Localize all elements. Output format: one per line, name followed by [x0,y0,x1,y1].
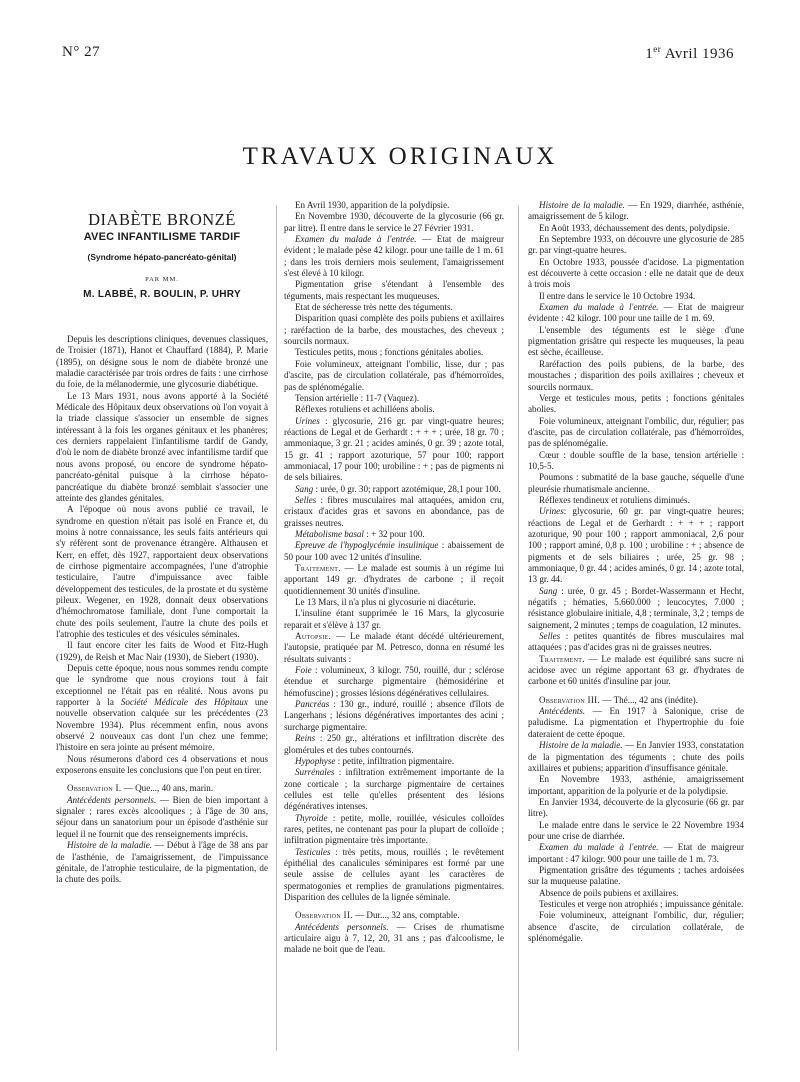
section-title: TRAVAUX ORIGINAUX [242,142,558,170]
paragraph: Foie volumineux, atteignant l'ombilic, dur, régulier; pas d'ascite, pas de circulation collatérale, pas d'hémorroïdes, pas de splénomégalie. [528,415,744,449]
paragraph: Selles : petites quantités de fibres musculaires mal attaquées ; pas d'acides gras ni de graisses neutres. [528,631,744,653]
paragraph: Pancréas : 130 gr., induré, rouillé ; absence d'îlots de Langerhans ; lésions dégénératives importantes des acini ; surcharge pigmentaire. [284,699,504,732]
paragraph: Examen du malade à l'entrée. — Etat de maigreur évidente : 42 kilogr. 100 pour une taille de 1 m. 69. [528,302,744,324]
article-subtitle: AVEC INFANTILISME TARDIF [83,231,241,243]
paragraph: Depuis les descriptions cliniques, devenues classiques, de Troisier (1871), Hanot et Chauffard (1884), P. Marie (1895), on désigne sous le nom de diabète bronzé une maladie caractérisée par trois ordres de faits : une cirrhose du foie, de la mélanodermie, une glycosurie diabétique. [56,334,268,390]
paragraph: Métabolisme basal : + 32 pour 100. [295,528,425,539]
paragraph: Cœur : double souffle de la base, tension artérielle : 10,5-5. [528,449,744,471]
paragraph: Foie volumineux, atteignant l'ombilic, lisse, dur ; pas d'ascite, pas de circulation collatérale, pas d'hémorroïdes, pas de splénomégalie. [284,358,504,392]
article-authors: M. LABBÉ, R. BOULIN, P. UHRY [83,288,241,300]
paragraph: Il entre dans le service le 10 Octobre 1934. [539,290,696,301]
paragraph: Le 13 Mars, il n'a plus ni glycosurie ni diacéturie. [295,597,476,608]
paragraph: Selles : fibres musculaires mal attaquées, amidon cru, cristaux d'acides gras et savons en abondance, pas de graisses neutres. [284,494,504,528]
paragraph: A l'époque où nous avons publié ce travail, le syndrome en question n'était pas isolé en France et, du moins à notre connaissance, les seuls faits antérieurs qui s'y réfèrent sont de provenance étrangère. Althausen et Kerr, en effet, dès 1927, rapportaient deux observations de cirrhose pigmentaire accompagnées, l'une d'atrophie testiculaire, l'autre d'impuissance avec faible développement des testicules, de la prostate et du système pileux. Wegener, en 1928, donnait deux observations d'hémochromatose familiale, dont l'une comportait la chute des poils seulement, l'autre la chute des poils et l'atrophie des testicules et des vésicules séminales. [56,504,268,639]
paragraph: En Novembre 1933, asthénie, amaigrissement important, apparition de la polyurie et de la polydipsie. [528,774,744,796]
paragraph: Traitement. — Le malade est soumis à un régime lui apportant 149 gr. d'hydrates de carbone ; il reçoit quotidiennement 30 unités d'insuline. [284,563,504,596]
paragraph: Etat de sécheresse très nette des téguments. [295,302,453,313]
article-header [56,209,268,300]
paragraph: Sang : urée, 0 gr. 45 ; Bordet-Wassermann et Hecht, négatifs ; hématies, 5.660.000 ; leucocytes, 7.000 ; résistance globulaire initiale, 4,8 ; terminale, 3,2 ; temps de saignement, 2 minutes ; temps de coagulation, 12 minutes. [528,585,744,630]
paragraph: Sang : urée, 0 gr. 30; rapport azotémique, 28,1 pour 100. [295,483,501,494]
paragraph: Epreuve de l'hypoglycémie insulinique : abaissement de 50 pour 100 avec 12 unités d'insuline. [284,540,504,562]
paragraph: Reins : 250 gr., altérations et infiltration discrète des glomérules et des tubes contournés. [284,733,504,755]
paragraph: Réflexes rotuliens et achilléens abolis. [295,404,435,415]
paragraph: Antécédents. — En 1917 à Salonique, crise de paludisme. La pigmentation et l'hypertrophie du foie dateraient de cette époque. [528,706,744,739]
paragraph: Le malade entre dans le service le 22 Novembre 1934 pour une crise de diarrhée. [528,819,744,841]
paragraph: Foie : volumineux, 3 kilogr. 750, rouillé, dur ; sclérose étendue et surcharge pigmentaire (hémosidérine et hémofuscine) ; grosses lésions dégénératives cellulaires. [284,665,504,698]
paragraph: Urines: glycosurie, 60 gr. par vingt-quatre heures; réactions de Legal et de Gerhardt : + + + ; rapport azoturique, 90 pour 100 ; rapport ammoniacal, 2,6 pour 100 ; rapport aminé, 0,8 p. 100 ; urobiline : + ; absence de pigments et de sels biliaires ; urée, 25 gr. 98 ; ammoniaque, 0 gr. 44 ; acides aminés, 0 gr. 14 ; azote total, 13 gr. 44. [528,506,744,585]
paragraph: L'ensemble des téguments est le siège d'une pigmentation grisâtre qui respecte les muqueuses, la peau est sèche, écailleuse. [528,324,744,358]
paragraph: En Avril 1930, apparition de la polydipsie. [295,200,450,210]
paragraph: Examen du malade à l'entrée. — Etat de maigreur important : 47 kilogr. 900 pour une taille de 1 m. 73. [528,842,744,864]
column-2 [284,200,504,956]
paragraph: Raréfaction des poils pubiens, de la barbe, des moustaches ; disparition des poils axillaires ; cheveux et sourcils normaux. [528,358,744,392]
paragraph: Thyroïde : petite, molle, rouillée, vésicules colloïdes rares, petites, ne contenant pas pour la plupart de colloïde ; infiltration pigmentaire très importante. [284,812,504,846]
paragraph: En Janvier 1934, découverte de la glycosurie (66 gr. par litre). [528,796,744,819]
paragraph: Nous résumerons d'abord ces 4 observations et nous exposerons ensuite les conclusions que l'on peut en tirer. [56,753,268,776]
paragraph: Histoire de la maladie. — En Janvier 1933, constatation de la pigmentation des téguments ; chute des poils axillaires et pubiens; apparition d'insuffisance génitale. [528,740,744,773]
paragraph: Verge et testicules mous, petits ; fonctions génitales abolies. [528,392,744,415]
paragraph: Testicules petits, mous ; fonctions génitales abolies. [295,347,484,358]
paragraph: L'insuline étant supprimée le 16 Mars, la glycosurie reparait et s'élève à 137 gr. [284,608,504,630]
paragraph: Tension artérielle : 11-7 (Vaquez). [295,392,420,403]
paragraph: Pigmentation grisâtre des téguments ; taches ardoisées sur la muqueuse palatine. [528,864,744,887]
paragraph: Histoire de la maladie. — En 1929, diarrhée, asthénie, amaigrissement de 5 kilogr. [528,200,744,222]
column-3 [528,200,744,944]
paragraph: Antécédents personnels. — Crises de rhumatisme articulaire aigu à 7, 12, 20, 31 ans ; pas d'alcoolisme, le malade ne boit que de l'eau. [284,921,504,955]
paragraph: Poumons : submatité de la base gauche, séquelle d'une pleurésie rhumatismale ancienne. [528,472,744,494]
paragraph: En Septembre 1933, on découvre une glycosurie de 285 gr. par vingt-quatre heures. [528,234,744,256]
paragraph: Foie volumineux, atteignant l'ombilic, dur, régulier; absence d'ascite, de circulation collatérale, de splénomégalie. [528,910,744,943]
paragraph: Pigmentation grise s'étendant à l'ensemble des téguments, mais respectant les muqueuses. [284,279,504,301]
page-number: N° 27 [62,44,101,60]
paragraph: Histoire de la maladie. — Début à l'âge de 38 ans par de l'asthénie, de l'amaigrissement, de l'impuissance génitale, de l'atrophie testiculaire, de la pigmentation, de la chute des poils. [56,840,268,885]
paragraph: Antécédents personnels. — Bien de bien important à signaler ; rares excès alcooliques ; à l'âge de 30 ans, séjour dans un sanatorium pour un épisode d'asthénie sur lequel il ne fournit que des renseignements imprécis. [56,794,268,839]
article-par: PAR MM. [145,276,179,284]
paragraph: Il faut encore citer les faits de Wood et Fitz-Hugh (1929), de Reish et Mac Nair (1930), de Siebert (1930). [56,640,268,662]
column-1 [56,200,268,886]
paragraph: Testicules : très petits, mous, rouillés ; le revêtement épithélial des canalicules séminipares est formé par une seule assise de cellules ayant les caractères de spermatogonies et remplies de granulations pigmentaires. Disparition des cellules de la lignée séminale. [284,846,504,902]
paragraph: Hypophyse : petite, infiltration pigmentaire. [295,755,455,766]
observation-heading: Observation III. — Thé..., 42 ans (inédite). [539,694,698,705]
article-title: DIABÈTE BRONZÉ [88,210,236,229]
article-syndrome: (Syndrome hépato-pancréato-génital) [87,252,237,262]
paragraph: Urines : glycosurie, 216 gr. par vingt-quatre heures; réactions de Legal et de Gerhardt : + + + ; urée, 18 gr. 70 ; ammoniaque, 3 gr. 21 ; acides aminés, 0 gr. 39 ; azote total, 15 gr. 41 ; rapport azoturique, 57 pour 100; rapport ammoniacal, 17 pour 100; urobiline : + ; pas de pigments ni de sels biliaires. [284,415,504,483]
paragraph: Absence de poils pubiens et axillaires. [539,887,679,898]
paragraph: Autopsie. — Le malade étant décédé ultérieurement, l'autopsie, pratiquée par M. Petresco, donna en résumé les résultats suivants : [284,631,504,664]
paragraph: Testicules et verge non atrophiés ; impuissance génitale. [539,898,744,909]
paragraph: En Octobre 1933, poussée d'acidose. La pigmentation est découverte à cette occasion : elle ne datait que de deux à trois mois [528,256,744,290]
paragraph: Examen du malade à l'entrée. — Etat de maigreur évident ; le malade pèse 42 kilogr. pour une taille de 1 m. 61 ; dans les trois derniers mois seulement, l'amaigrissement s'est élevé à 10 kilogr. [284,234,504,279]
paragraph: En Août 1933, déchaussement des dents, polydipsie. [539,222,730,233]
paragraph: Traitement. — Le malade est équilibré sans sucre ni acidose avec un régime apportant 63 gr. d'hydrates de carbone et 60 unités d'insuline par jour. [528,653,744,687]
issue-date: 1er Avril 1936 [645,44,734,62]
observation-heading: Observation II. — Dur..., 32 ans, comptable. [295,910,460,921]
paragraph: Le 13 Mars 1931, nous avons apporté à la Société Médicale des Hôpitaux deux observations où l'on voyait à la triade classique s'associer un ensemble de signes intéressant à la fois les organes génitaux et les phanères; ces derniers rappelaient l'infantilisme tardif de Gandy, d'où le nom de diabète bronzé avec infantilisme tardif que nous avons proposé, ou encore de syndrome hépato-pancréato-génital puisque à la cirrhose hépato-pancréatique du diabète bronzé semblait s'associer une atteinte des glandes génitales. [56,390,268,503]
observation-heading: Observation I. — Que..., 40 ans, marin. [67,783,214,794]
paragraph: Réflexes tendineux et rotuliens diminués. [539,494,690,505]
paragraph: Depuis cette époque, nous nous sommes rendu compte que le syndrome que nous croyions tout à fait exceptionnel ne l'était pas en réalité. Nous avons pu rapporter à la Société Médicale des Hôpitaux une nouvelle observation calquée sur les précédentes (23 Novembre 1934). Plus récemment enfin, nous avons observé 2 nouveaux cas dont l'un chez une femme; l'histoire en sera jointe au présent mémoire. [56,663,269,753]
paragraph: Surrénales : infiltration extrêmement importante de la zone corticale ; la surcharge pigmentaire de certaines cellules est telle qu'elles présentent des lésions dégénératives intenses. [284,767,504,812]
column-rule [518,205,519,1051]
paragraph: Disparition quasi complète des poils pubiens et axillaires ; raréfaction de la barbe, des moustaches, des cheveux ; sourcils normaux. [284,313,504,347]
column-rule [276,205,277,1051]
paragraph: En Novembre 1930, découverte de la glycosurie (66 gr. par litre). Il entre dans le service le 27 Février 1931. [284,211,504,233]
